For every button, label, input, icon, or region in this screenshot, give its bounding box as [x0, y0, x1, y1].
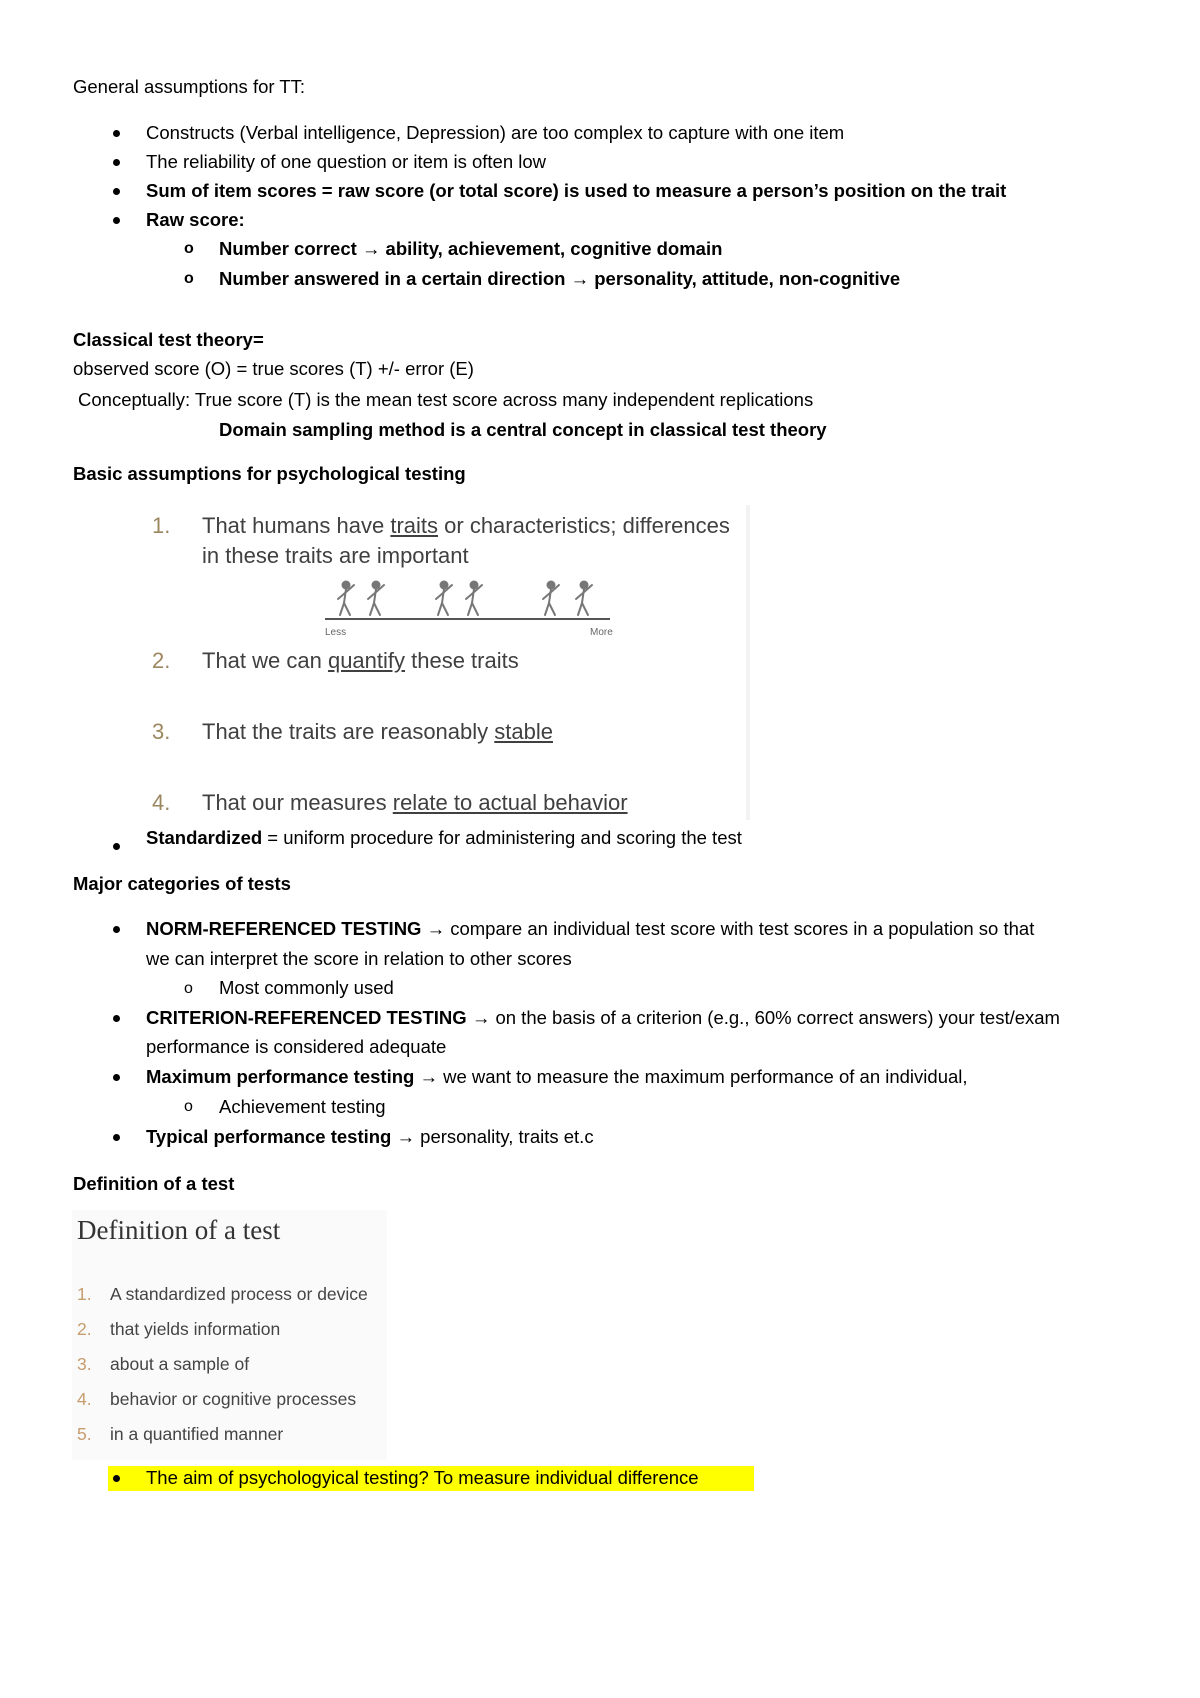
major-heading: Major categories of tests: [73, 873, 291, 894]
definition-item-2: 2. that yields information: [77, 1319, 281, 1339]
slide-item-2: 2. That we can quantify these traits: [152, 648, 519, 673]
general-heading: General assumptions for TT:: [73, 76, 306, 97]
classical-heading: Classical test theory=: [73, 329, 264, 350]
definition-item-5: 5. in a quantified manner: [77, 1424, 284, 1444]
bullet: [113, 843, 120, 850]
sub-marker: o: [184, 1098, 193, 1115]
bullet: [113, 217, 120, 224]
standardized-line: Standardized = uniform procedure for administering and scoring the test: [146, 827, 742, 848]
definition-heading: Definition of a test: [73, 1173, 235, 1194]
maximum-sub-item: Achievement testing: [219, 1096, 386, 1117]
bullet: [113, 1074, 120, 1081]
sub-marker: o: [184, 980, 193, 997]
scale-more-label: More: [590, 627, 613, 638]
raw-score-sub-2: Number answered in a certain direction → personality, attitude, non-cognitive: [219, 268, 901, 289]
aim-line: The aim of psychologyical testing? To measure individual difference: [146, 1467, 699, 1488]
typical-performance-line: Typical performance testing → personality, traits et.c: [146, 1126, 594, 1147]
bullet: [113, 1475, 120, 1482]
definition-item-3: 3. about a sample of: [77, 1354, 250, 1374]
norm-referenced-cont: we can interpret the score in relation to other scores: [146, 948, 572, 969]
classical-line-3: Domain sampling method is a central concept in classical test theory: [219, 419, 827, 440]
general-bullet-2: The reliability of one question or item is often low: [146, 151, 547, 172]
raw-score-sub-1: Number correct → ability, achievement, cognitive domain: [219, 238, 723, 259]
definition-slide-title: Definition of a test: [77, 1215, 281, 1245]
norm-sub-item: Most commonly used: [219, 977, 394, 998]
norm-referenced-line: NORM-REFERENCED TESTING → compare an individual test score with test scores in a population so that: [146, 918, 1035, 939]
sub-marker: o: [184, 240, 194, 257]
bullet: [113, 130, 120, 137]
bullet: [113, 926, 120, 933]
slide-item-3: 3. That the traits are reasonably stable: [152, 719, 553, 744]
slide-edge: [746, 505, 750, 820]
classical-line-2: Conceptually: True score (T) is the mean test score across many independent replications: [78, 389, 814, 410]
definition-item-4: 4. behavior or cognitive processes: [77, 1389, 357, 1409]
bullet: [113, 188, 120, 195]
classical-line-1: observed score (O) = true scores (T) +/- error (E): [73, 358, 474, 379]
bullet: [113, 1015, 120, 1022]
slide-item-4: 4. That our measures relate to actual behavior: [152, 790, 628, 815]
scale-less-label: Less: [325, 627, 347, 638]
general-bullet-1: Constructs (Verbal intelligence, Depression) are too complex to capture with one item: [146, 122, 845, 143]
general-bullet-3: Sum of item scores = raw score (or total score) is used to measure a person’s position on the trait: [146, 180, 1007, 201]
trait-scale-figure: [320, 577, 750, 639]
bullet: [113, 159, 120, 166]
sub-marker: o: [184, 270, 194, 287]
general-bullet-4: Raw score:: [146, 209, 245, 230]
criterion-referenced-cont: performance is considered adequate: [146, 1036, 447, 1057]
basic-heading: Basic assumptions for psychological testing: [73, 463, 466, 484]
definition-item-1: 1. A standardized process or device: [77, 1284, 368, 1304]
slide-item-1: 1. That humans have traits or characteristics; differences: [152, 513, 730, 538]
criterion-referenced-line: CRITERION-REFERENCED TESTING → on the basis of a criterion (e.g., 60% correct answers) your test/exam: [146, 1007, 1060, 1028]
bullet: [113, 1134, 120, 1141]
maximum-performance-line: Maximum performance testing → we want to measure the maximum performance of an individual,: [146, 1066, 968, 1087]
definition-slide-image: [72, 1210, 387, 1460]
slide-item-1-cont: in these traits are important: [202, 543, 469, 568]
assumptions-slide-image: [130, 505, 750, 820]
